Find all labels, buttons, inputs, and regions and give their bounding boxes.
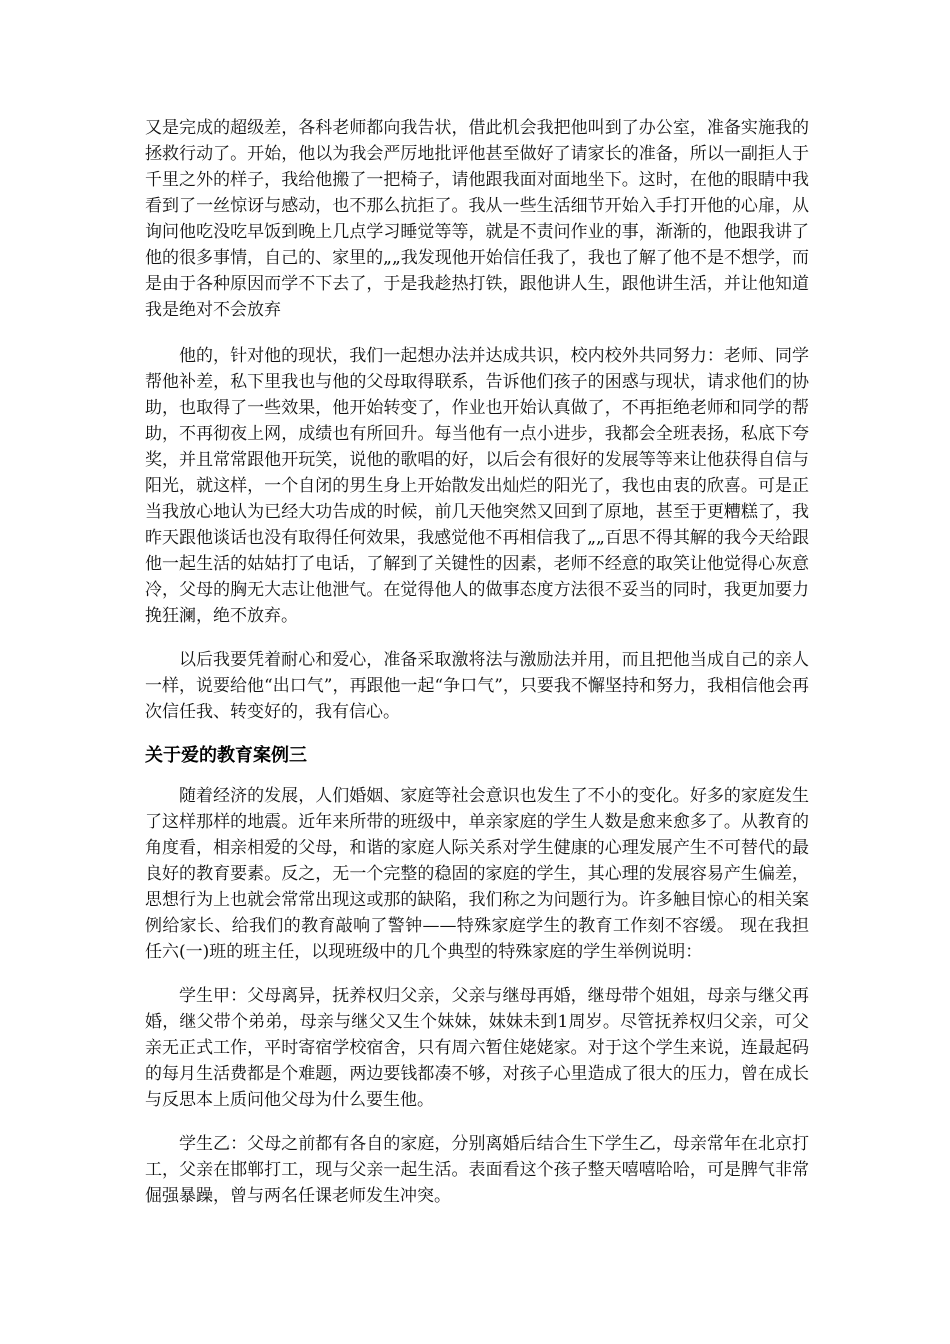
paragraph-student-a: 学生甲：父母离异，抚养权归父亲，父亲与继母再婚，继母带个姐姐，母亲与继父再婚，继父带个弟弟，母亲与继父又生个妹妹，妹妹未到1周岁。尽管抚养权归父亲，可父亲无正式工作，平时寄宿学校宿舍，只有周六暂住姥姥家。对于这个学生来说，连最起码的每月生活费都是个难题，两边要钱都凑不够，对孩子心里造成了很大的压力，曾在成长与反思本上质问他父母为什么要生他。 bbox=[145, 986, 809, 1110]
paragraph-continuation: 又是完成的超级差，各科老师都向我告状，借此机会我把他叫到了办公室，准备实施我的拯救行动了。开始，他以为我会严厉地批评他甚至做好了请家长的准备，所以一副拒人于千里之外的样子，我给他搬了一把椅子，请他跟我面对面地坐下。这时，在他的眼睛中我看到了一丝惊讶与感动，也不那么抗拒了。我从一些生活细节开始入手打开他的心扉，从询问他吃没吃早饭到晚上几点学习睡觉等等，就是不责问作业的事，渐渐的，他跟我讲了他的很多事情，自己的、家里的„„我发现他开始信任我了，我也了解了他不是不想学，而是由于各种原因而学不下去了，于是我趁热打铁，跟他讲人生，跟他讲生活，并让他知道我是绝对不会放弃 bbox=[145, 118, 809, 320]
section-heading: 关于爱的教育案例三 bbox=[145, 745, 307, 766]
paragraph-introduction: 随着经济的发展，人们婚姻、家庭等社会意识也发生了不小的变化。好多的家庭发生了这样那样的地震。近年来所带的班级中，单亲家庭的学生人数是愈来愈多了。从教育的角度看，相亲相爱的父母，和谐的家庭人际关系对学生健康的心理发展产生不可替代的最良好的教育要素。反之，无一个完整的稳固的家庭的学生，其心理的发展容易产生偏差，思想行为上也就会常常出现这或那的缺陷，我们称之为问题行为。许多触目惊心的相关案例给家长、给我们的教育敲响了警钟——特殊家庭学生的教育工作刻不容缓。 现在我担任六(一)班的班主任，以现班级中的几个典型的特殊家庭的学生举例说明： bbox=[145, 786, 809, 962]
paragraph-student-b: 学生乙：父母之前都有各自的家庭，分别离婚后结合生下学生乙，母亲常年在北京打工，父亲在邯郸打工，现与父亲一起生活。表面看这个孩子整天嘻嘻哈哈，可是脾气非常倔强暴躁，曾与两名任课老师发生冲突。 bbox=[145, 1134, 809, 1206]
paragraph-strategy: 他的，针对他的现状，我们一起想办法并达成共识，校内校外共同努力：老师、同学帮他补差，私下里我也与他的父母取得联系，告诉他们孩子的困惑与现状，请求他们的协助，也取得了一些效果，他开始转变了，作业也开始认真做了，不再拒绝老师和同学的帮助，不再彻夜上网，成绩也有所回升。每当他有一点小进步，我都会全班表扬，私底下夸奖，并且常常跟他开玩笑，说他的歌唱的好，以后会有很好的发展等等来让他获得自信与阳光，就这样，一个自闭的男生身上开始散发出灿烂的阳光了，我也由衷的欣喜。可是正当我放心地认为已经大功告成的时候，前几天他突然又回到了原地，甚至于更糟糕了，我昨天跟他谈话也没有取得任何效果，我感觉他不再相信我了„„百思不得其解的我今天给跟他一起生活的姑姑打了电话，了解到了关键性的因素，老师不经意的取笑让他觉得心灰意冷，父母的胸无大志让他泄气。在觉得他人的做事态度方法很不妥当的同时，我更加要力挽狂澜，绝不放弃。 bbox=[145, 346, 809, 626]
paragraph-plan: 以后我要凭着耐心和爱心，准备采取激将法与激励法并用，而且把他当成自己的亲人一样，说要给他“出口气”，再跟他一起“争口气”，只要我不懈坚持和努力，我相信他会再次信任我、转变好的，我有信心。 bbox=[145, 650, 809, 722]
document-body bbox=[145, 115, 809, 1227]
